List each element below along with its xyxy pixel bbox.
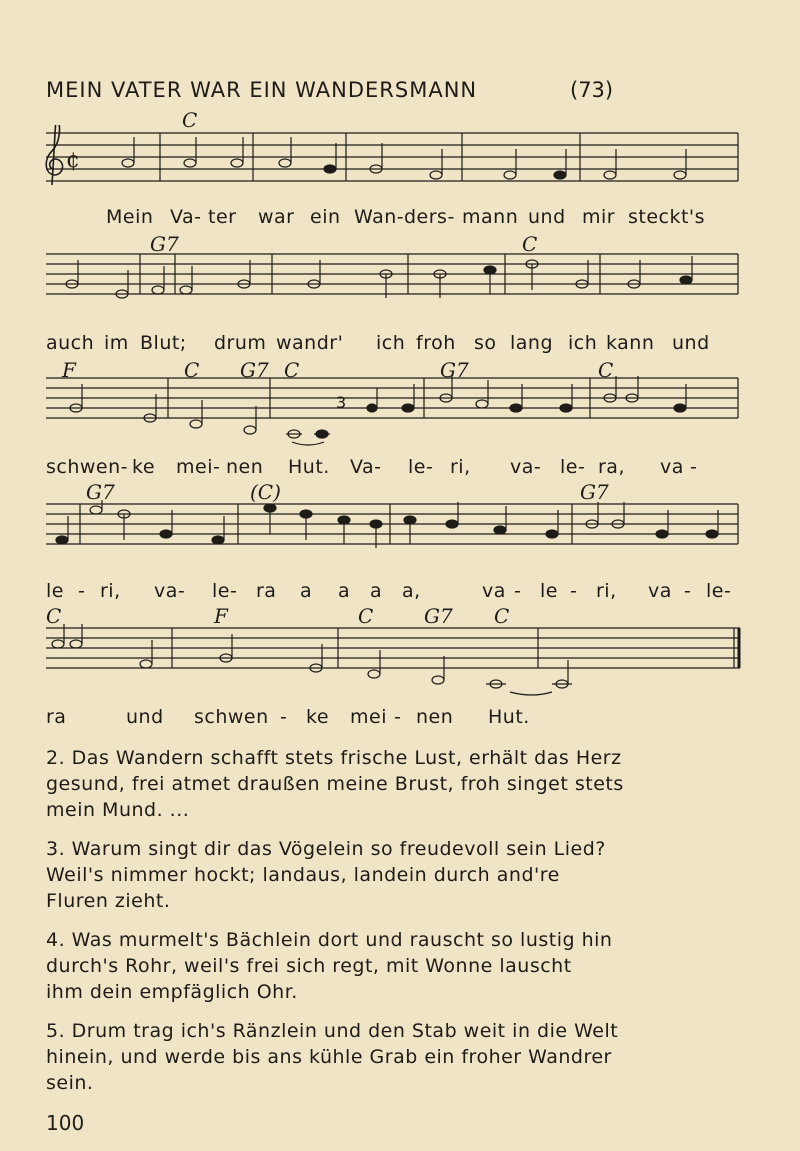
lyric-syllable: und xyxy=(528,206,566,228)
lyric-syllable: Va- xyxy=(170,206,202,228)
lyric-syllable: le xyxy=(540,580,558,602)
lyric-syllable: - xyxy=(514,580,522,602)
page-number: 100 xyxy=(46,1111,85,1135)
lyric-syllable: ich xyxy=(376,332,406,354)
lyric-syllable: so xyxy=(474,332,497,354)
lyric-syllable: va- xyxy=(154,580,186,602)
lyric-syllable: ter xyxy=(208,206,237,228)
song-number: (73) xyxy=(570,78,614,102)
lyric-syllable: a, xyxy=(402,580,421,602)
notes xyxy=(52,624,572,695)
chord-symbol: G7 xyxy=(424,604,453,628)
lyric-syllable: ra xyxy=(256,580,277,602)
chord-symbol: G7 xyxy=(580,480,609,504)
lyric-syllable: froh xyxy=(416,332,456,354)
lyric-syllable: va xyxy=(660,456,684,478)
lyric-syllable: le- xyxy=(706,580,732,602)
lyric-syllable: mei xyxy=(350,706,387,728)
lyric-syllable: drum xyxy=(214,332,267,354)
lyric-syllable: mann xyxy=(462,206,519,228)
lyric-syllable: le xyxy=(46,580,64,602)
lyric-syllable: ders- xyxy=(404,206,455,228)
chord-symbol: F xyxy=(62,358,76,382)
lyric-syllable: va xyxy=(482,580,506,602)
lyric-syllable: ri, xyxy=(100,580,121,602)
lyric-syllable: war xyxy=(258,206,295,228)
chord-symbol: C xyxy=(358,604,374,628)
chord-symbol: (C) xyxy=(250,480,281,504)
lyric-syllable: - xyxy=(684,580,692,602)
music-staff-1 xyxy=(0,125,800,200)
lyric-syllable: - xyxy=(690,456,698,478)
lyric-line-4 xyxy=(0,580,800,606)
music-staff-4 xyxy=(0,500,800,558)
lyric-syllable: - xyxy=(78,580,86,602)
chord-symbol: G7 xyxy=(150,232,179,256)
lyric-line-1 xyxy=(0,206,800,232)
lyric-syllable: steckt's xyxy=(628,206,706,228)
verse-4: 4. Was murmelt's Bächlein dort und rauscht so lustig hin durch's Rohr, weil's frei sich regt, mit Wonne lauscht ihm dein empfäglich Ohr. xyxy=(46,929,613,1003)
verse-3: 3. Warum singt dir das Vögelein so freudevoll sein Lied? Weil's nimmer hockt; landaus, landein durch and're Fluren zieht. xyxy=(46,838,606,912)
lyric-line-5 xyxy=(0,706,800,732)
notes xyxy=(70,376,686,445)
lyric-syllable: mei- xyxy=(176,456,221,478)
lyric-syllable: Wan- xyxy=(354,206,405,228)
svg-text:¢: ¢ xyxy=(66,148,80,173)
chord-symbol: C xyxy=(184,358,200,382)
notes xyxy=(122,137,686,179)
lyric-syllable: mir xyxy=(582,206,616,228)
notes xyxy=(66,256,692,298)
lyric-syllable: le- xyxy=(212,580,238,602)
chord-symbol: G7 xyxy=(86,480,115,504)
lyric-syllable: im xyxy=(104,332,129,354)
lyric-syllable: va- xyxy=(510,456,542,478)
lyric-syllable: ein xyxy=(310,206,341,228)
lyric-line-3 xyxy=(0,456,800,482)
music-staff-5 xyxy=(0,624,800,704)
lyric-syllable: und xyxy=(126,706,164,728)
chord-symbol: C xyxy=(284,358,300,382)
lyric-syllable: a xyxy=(338,580,351,602)
lyric-syllable: schwen xyxy=(194,706,269,728)
chord-symbol: F xyxy=(214,604,228,628)
chord-symbol: C xyxy=(598,358,614,382)
lyric-syllable: ri, xyxy=(450,456,471,478)
song-title: MEIN VATER WAR EIN WANDERSMANN xyxy=(46,78,478,102)
verse-2: 2. Das Wandern schafft stets frische Lust, erhält das Herz gesund, frei atmet draußen meine Brust, froh singet stets mein Mund. ... xyxy=(46,747,624,821)
lyric-syllable: Blut; xyxy=(140,332,187,354)
lyric-line-2 xyxy=(0,332,800,358)
lyric-syllable: Hut. xyxy=(488,706,530,728)
verses-block xyxy=(46,745,756,1109)
lyric-syllable: va xyxy=(648,580,672,602)
lyric-syllable: ke xyxy=(306,706,330,728)
lyric-syllable: Hut. xyxy=(288,456,330,478)
lyric-syllable: a xyxy=(300,580,313,602)
chord-symbol: G7 xyxy=(440,358,469,382)
lyric-syllable: le- xyxy=(408,456,434,478)
lyric-syllable: - xyxy=(570,580,578,602)
lyric-syllable: - xyxy=(394,706,402,728)
chord-symbol: C xyxy=(494,604,510,628)
svg-text:3: 3 xyxy=(336,393,347,412)
lyric-syllable: wandr' xyxy=(276,332,344,354)
lyric-syllable: le- xyxy=(560,456,586,478)
chord-symbol: C xyxy=(522,232,538,256)
lyric-syllable: lang xyxy=(510,332,554,354)
lyric-syllable: - xyxy=(280,706,288,728)
lyric-syllable: a xyxy=(370,580,383,602)
lyric-syllable: auch xyxy=(46,332,95,354)
lyric-syllable: Va- xyxy=(350,456,382,478)
lyric-syllable: ke xyxy=(132,456,156,478)
song-header xyxy=(46,78,746,110)
chord-symbol: C xyxy=(182,108,198,132)
lyric-syllable: nen xyxy=(416,706,454,728)
lyric-syllable: ra, xyxy=(598,456,625,478)
lyric-syllable: und xyxy=(672,332,710,354)
verse-5: 5. Drum trag ich's Ränzlein und den Stab weit in die Welt hinein, und werde bis ans kühle Grab ein froher Wandrer sein. xyxy=(46,1020,619,1094)
lyric-syllable: kann xyxy=(606,332,655,354)
lyric-syllable: Mein xyxy=(106,206,154,228)
chord-symbol: G7 xyxy=(240,358,269,382)
chord-symbol: C xyxy=(46,604,62,628)
lyric-syllable: ich xyxy=(568,332,598,354)
music-staff-3 xyxy=(0,374,800,448)
lyric-syllable: nen xyxy=(226,456,264,478)
lyric-syllable: ri, xyxy=(596,580,617,602)
lyric-syllable: schwen- xyxy=(46,456,129,478)
lyric-syllable: ra xyxy=(46,706,67,728)
music-staff-2 xyxy=(0,250,800,310)
